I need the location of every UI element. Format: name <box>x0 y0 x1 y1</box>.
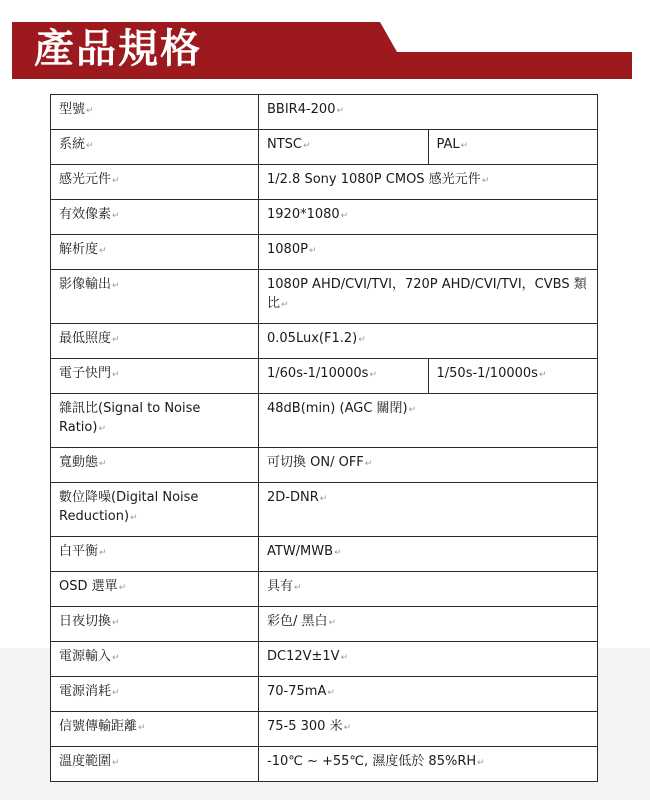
spec-label-text: 電子快門 <box>59 366 112 381</box>
spec-table-body <box>51 95 598 782</box>
spec-label-text: 電源消耗 <box>59 684 112 699</box>
spec-row <box>51 712 598 747</box>
paragraph-mark-icon: ↵ <box>112 335 120 345</box>
spec-value <box>259 394 598 448</box>
spec-label-text: 感光元件 <box>59 172 112 187</box>
spec-label-text: 系統 <box>59 137 86 152</box>
paragraph-mark-icon: ↵ <box>86 106 94 116</box>
spec-label <box>51 235 259 270</box>
page-title: 產品規格 <box>34 25 202 72</box>
spec-value <box>259 677 598 712</box>
spec-label <box>51 448 259 483</box>
paragraph-mark-icon: ↵ <box>303 141 311 151</box>
spec-label <box>51 712 259 747</box>
paragraph-mark-icon: ↵ <box>408 405 417 415</box>
spec-label <box>51 200 259 235</box>
spec-value <box>259 200 598 235</box>
spec-value <box>259 572 598 607</box>
paragraph-mark-icon: ↵ <box>112 211 120 221</box>
spec-value-text: 1920*1080 <box>267 207 340 222</box>
spec-value-text: 1/50s-1/10000s <box>436 366 538 381</box>
spec-label <box>51 324 259 359</box>
spec-value-text: ATW/MWB <box>267 544 334 559</box>
spec-row <box>51 483 598 537</box>
spec-value-text: 可切換 ON/ OFF <box>267 455 364 470</box>
spec-value-text: NTSC <box>267 137 302 152</box>
spec-value-text: 0.05Lux(F1.2) <box>267 331 358 346</box>
spec-value <box>259 747 598 782</box>
paragraph-mark-icon: ↵ <box>481 176 490 186</box>
spec-value-text: 48dB(min) (AGC 關閉) <box>267 401 408 416</box>
spec-label-text: 信號傳輸距離 <box>59 719 138 734</box>
paragraph-mark-icon: ↵ <box>328 618 337 628</box>
paragraph-mark-icon: ↵ <box>358 335 366 345</box>
spec-row <box>51 537 598 572</box>
spec-value-text: 1080P <box>267 242 308 257</box>
spec-table <box>50 94 598 782</box>
paragraph-mark-icon: ↵ <box>130 513 138 523</box>
paragraph-mark-icon: ↵ <box>118 583 127 593</box>
spec-label <box>51 270 259 324</box>
spec-label <box>51 607 259 642</box>
spec-value <box>259 359 429 394</box>
spec-value <box>259 642 598 677</box>
paragraph-mark-icon: ↵ <box>294 583 302 593</box>
spec-label <box>51 642 259 677</box>
spec-value <box>259 130 429 165</box>
spec-row <box>51 677 598 712</box>
spec-value <box>259 270 598 324</box>
spec-row <box>51 448 598 483</box>
spec-label-text: 解析度 <box>59 242 99 257</box>
spec-label <box>51 537 259 572</box>
spec-label-text: 最低照度 <box>59 331 112 346</box>
spec-value <box>259 448 598 483</box>
spec-row <box>51 572 598 607</box>
spec-value-text: 具有 <box>267 579 294 594</box>
paragraph-mark-icon: ↵ <box>98 424 106 434</box>
spec-label-text: 雜訊比(Signal to Noise Ratio) <box>59 401 201 435</box>
spec-value <box>259 537 598 572</box>
spec-row <box>51 359 598 394</box>
paragraph-mark-icon: ↵ <box>319 494 328 504</box>
spec-value <box>259 165 598 200</box>
paragraph-mark-icon: ↵ <box>369 370 377 380</box>
spec-value <box>259 483 598 537</box>
paragraph-mark-icon: ↵ <box>538 370 547 380</box>
spec-row <box>51 607 598 642</box>
spec-label-text: 溫度範圍 <box>59 754 112 769</box>
spec-label-text: 寬動態 <box>59 455 99 470</box>
spec-value-text: 2D-DNR <box>267 490 319 505</box>
spec-value <box>259 95 598 130</box>
paragraph-mark-icon: ↵ <box>112 758 120 768</box>
paragraph-mark-icon: ↵ <box>112 176 120 186</box>
spec-row <box>51 200 598 235</box>
spec-value-text: 1/2.8 Sony 1080P CMOS 感光元件 <box>267 172 481 187</box>
header-banner <box>0 0 650 82</box>
spec-label <box>51 677 259 712</box>
spec-value-text: 1/60s-1/10000s <box>267 366 369 381</box>
spec-row <box>51 642 598 677</box>
spec-label-text: 數位降噪(Digital Noise Reduction) <box>59 490 199 524</box>
spec-value-text: -10℃ ~ +55℃, 濕度低於 85%RH <box>267 754 477 769</box>
spec-value <box>259 324 598 359</box>
spec-label <box>51 394 259 448</box>
spec-value <box>259 607 598 642</box>
spec-value-text: 75-5 300 米 <box>267 719 343 734</box>
spec-label-text: 有效像素 <box>59 207 112 222</box>
spec-label-text: 日夜切換 <box>59 614 112 629</box>
spec-label <box>51 572 259 607</box>
spec-value <box>428 359 598 394</box>
spec-label <box>51 483 259 537</box>
spec-label <box>51 747 259 782</box>
spec-row <box>51 165 598 200</box>
spec-row <box>51 270 598 324</box>
spec-label-text: 影像輸出 <box>59 277 112 292</box>
spec-label-text: 白平衡 <box>59 544 99 559</box>
spec-value-text: 彩色/ 黑白 <box>267 614 328 629</box>
paragraph-mark-icon: ↵ <box>281 300 289 310</box>
spec-value <box>428 130 598 165</box>
spec-row <box>51 747 598 782</box>
paragraph-mark-icon: ↵ <box>99 246 107 256</box>
spec-row <box>51 95 598 130</box>
paragraph-mark-icon: ↵ <box>112 688 120 698</box>
spec-value-text: BBIR4-200 <box>267 102 336 117</box>
paragraph-mark-icon: ↵ <box>99 548 107 558</box>
paragraph-mark-icon: ↵ <box>99 459 107 469</box>
paragraph-mark-icon: ↵ <box>336 106 345 116</box>
paragraph-mark-icon: ↵ <box>112 281 120 291</box>
spec-row <box>51 235 598 270</box>
spec-label-text: 電源輸入 <box>59 649 112 664</box>
spec-row <box>51 394 598 448</box>
spec-label-text: OSD 選單 <box>59 579 118 594</box>
spec-label <box>51 165 259 200</box>
paragraph-mark-icon: ↵ <box>343 723 352 733</box>
spec-row <box>51 324 598 359</box>
spec-label <box>51 130 259 165</box>
spec-value-text: DC12V±1V <box>267 649 340 664</box>
paragraph-mark-icon: ↵ <box>138 723 146 733</box>
spec-value-text: PAL <box>436 137 460 152</box>
paragraph-mark-icon: ↵ <box>86 141 94 151</box>
paragraph-mark-icon: ↵ <box>112 653 120 663</box>
spec-row <box>51 130 598 165</box>
paragraph-mark-icon: ↵ <box>308 246 317 256</box>
paragraph-mark-icon: ↵ <box>340 653 349 663</box>
paragraph-mark-icon: ↵ <box>112 618 120 628</box>
spec-value-text: 1080P AHD/CVI/TVI，720P AHD/CVI/TVI，CVBS 類比 <box>267 277 587 311</box>
spec-value-text: 70-75mA <box>267 684 327 699</box>
spec-value <box>259 712 598 747</box>
spec-label <box>51 359 259 394</box>
spec-label <box>51 95 259 130</box>
paragraph-mark-icon: ↵ <box>334 548 342 558</box>
paragraph-mark-icon: ↵ <box>112 370 120 380</box>
spec-label-text: 型號 <box>59 102 86 117</box>
paragraph-mark-icon: ↵ <box>460 141 469 151</box>
spec-value <box>259 235 598 270</box>
paragraph-mark-icon: ↵ <box>327 688 335 698</box>
paragraph-mark-icon: ↵ <box>364 459 373 469</box>
paragraph-mark-icon: ↵ <box>340 211 349 221</box>
paragraph-mark-icon: ↵ <box>477 758 485 768</box>
